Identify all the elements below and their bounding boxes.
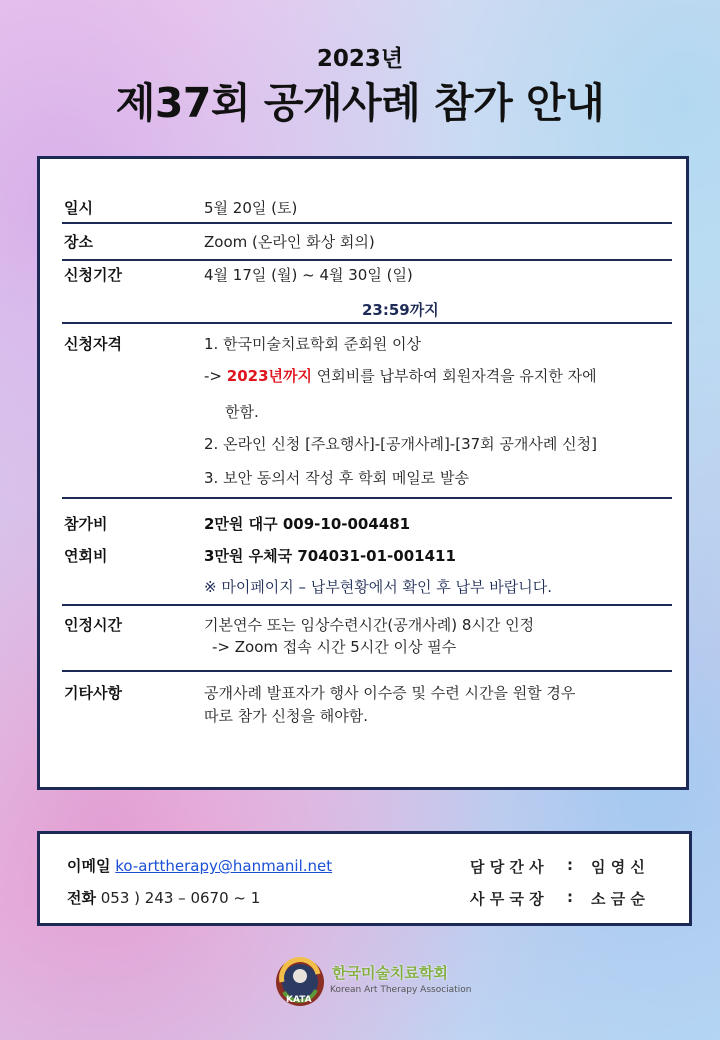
qualification-label: 신청자격	[64, 335, 122, 353]
logo-mark-text: KATA	[286, 995, 312, 1005]
manager-name: 임 영 신	[591, 858, 645, 876]
period-time: 23:59까지	[362, 301, 439, 319]
manager-label: 담 당 간 사	[470, 858, 544, 876]
kata-emblem-icon	[272, 952, 332, 1012]
etc-label: 기타사항	[64, 684, 122, 702]
annual-fee-label: 연회비	[64, 547, 108, 565]
logo-name-korean: 한국미술치료학회	[332, 964, 448, 982]
year-heading: 2023년	[316, 46, 404, 72]
qualification-item-1: 1. 한국미술치료학회 준회원 이상	[204, 335, 421, 353]
qualification-item-3: 3. 보안 동의서 작성 후 학회 메일로 발송	[204, 469, 470, 487]
phone-row	[67, 887, 260, 908]
email-link[interactable]: ko-arttherapy@hanmanil.net	[115, 857, 333, 875]
director-name: 소 금 순	[591, 890, 645, 908]
arrow-text: ->	[204, 367, 222, 385]
credit-label: 인정시간	[64, 616, 122, 634]
period-label: 신청기간	[64, 266, 122, 284]
email-label: 이메일	[67, 857, 111, 875]
date-value: 5월 20일 (토)	[204, 199, 298, 217]
divider	[62, 222, 672, 224]
phone-label: 전화	[67, 889, 96, 907]
annual-fee-value: 3만원 우체국 704031-01-001411	[204, 547, 456, 565]
qualification-end: 한함.	[225, 403, 259, 421]
divider	[62, 497, 672, 499]
credit-value: 기본연수 또는 임상수련시간(공개사례) 8시간 인정	[204, 616, 535, 634]
divider	[62, 259, 672, 261]
etc-line-2: 따로 참가 신청을 해야함.	[204, 707, 368, 725]
credit-note: -> Zoom 접속 시간 5시간 이상 필수	[212, 638, 457, 656]
logo-name-english: Korean Art Therapy Association	[330, 985, 472, 995]
place-label: 장소	[64, 233, 93, 251]
date-label: 일시	[64, 199, 93, 217]
divider	[62, 322, 672, 324]
fee-value: 2만원 대구 009-10-004481	[204, 515, 411, 533]
qualification-detail	[204, 365, 597, 386]
association-logo	[272, 952, 472, 1014]
manager-separator: :	[567, 856, 573, 874]
fee-label: 참가비	[64, 515, 108, 533]
page-title: 제37회 공개사례 참가 안내	[115, 79, 605, 127]
place-value: Zoom (온라인 화상 회의)	[204, 233, 375, 251]
divider	[62, 670, 672, 672]
contact-card	[37, 831, 692, 926]
info-card	[37, 156, 689, 790]
highlight-text: 2023년까지	[226, 367, 312, 385]
phone-value: 053 ) 243 – 0670 ~ 1	[100, 889, 261, 907]
email-row	[67, 855, 332, 876]
qualification-item-2: 2. 온라인 신청 [주요행사]-[공개사례]-[37회 공개사례 신청]	[204, 435, 597, 453]
period-value: 4월 17일 (월) ~ 4월 30일 (일)	[204, 266, 413, 284]
director-label: 사 무 국 장	[470, 890, 544, 908]
director-separator: :	[567, 888, 573, 906]
divider	[62, 604, 672, 606]
fee-note: ※ 마이페이지 – 납부현황에서 확인 후 납부 바랍니다.	[204, 578, 553, 596]
etc-line-1: 공개사례 발표자가 행사 이수증 및 수련 시간을 원할 경우	[204, 684, 576, 702]
qualification-detail-rest: 연회비를 납부하여 회원자격을 유지한 자에	[311, 367, 597, 385]
